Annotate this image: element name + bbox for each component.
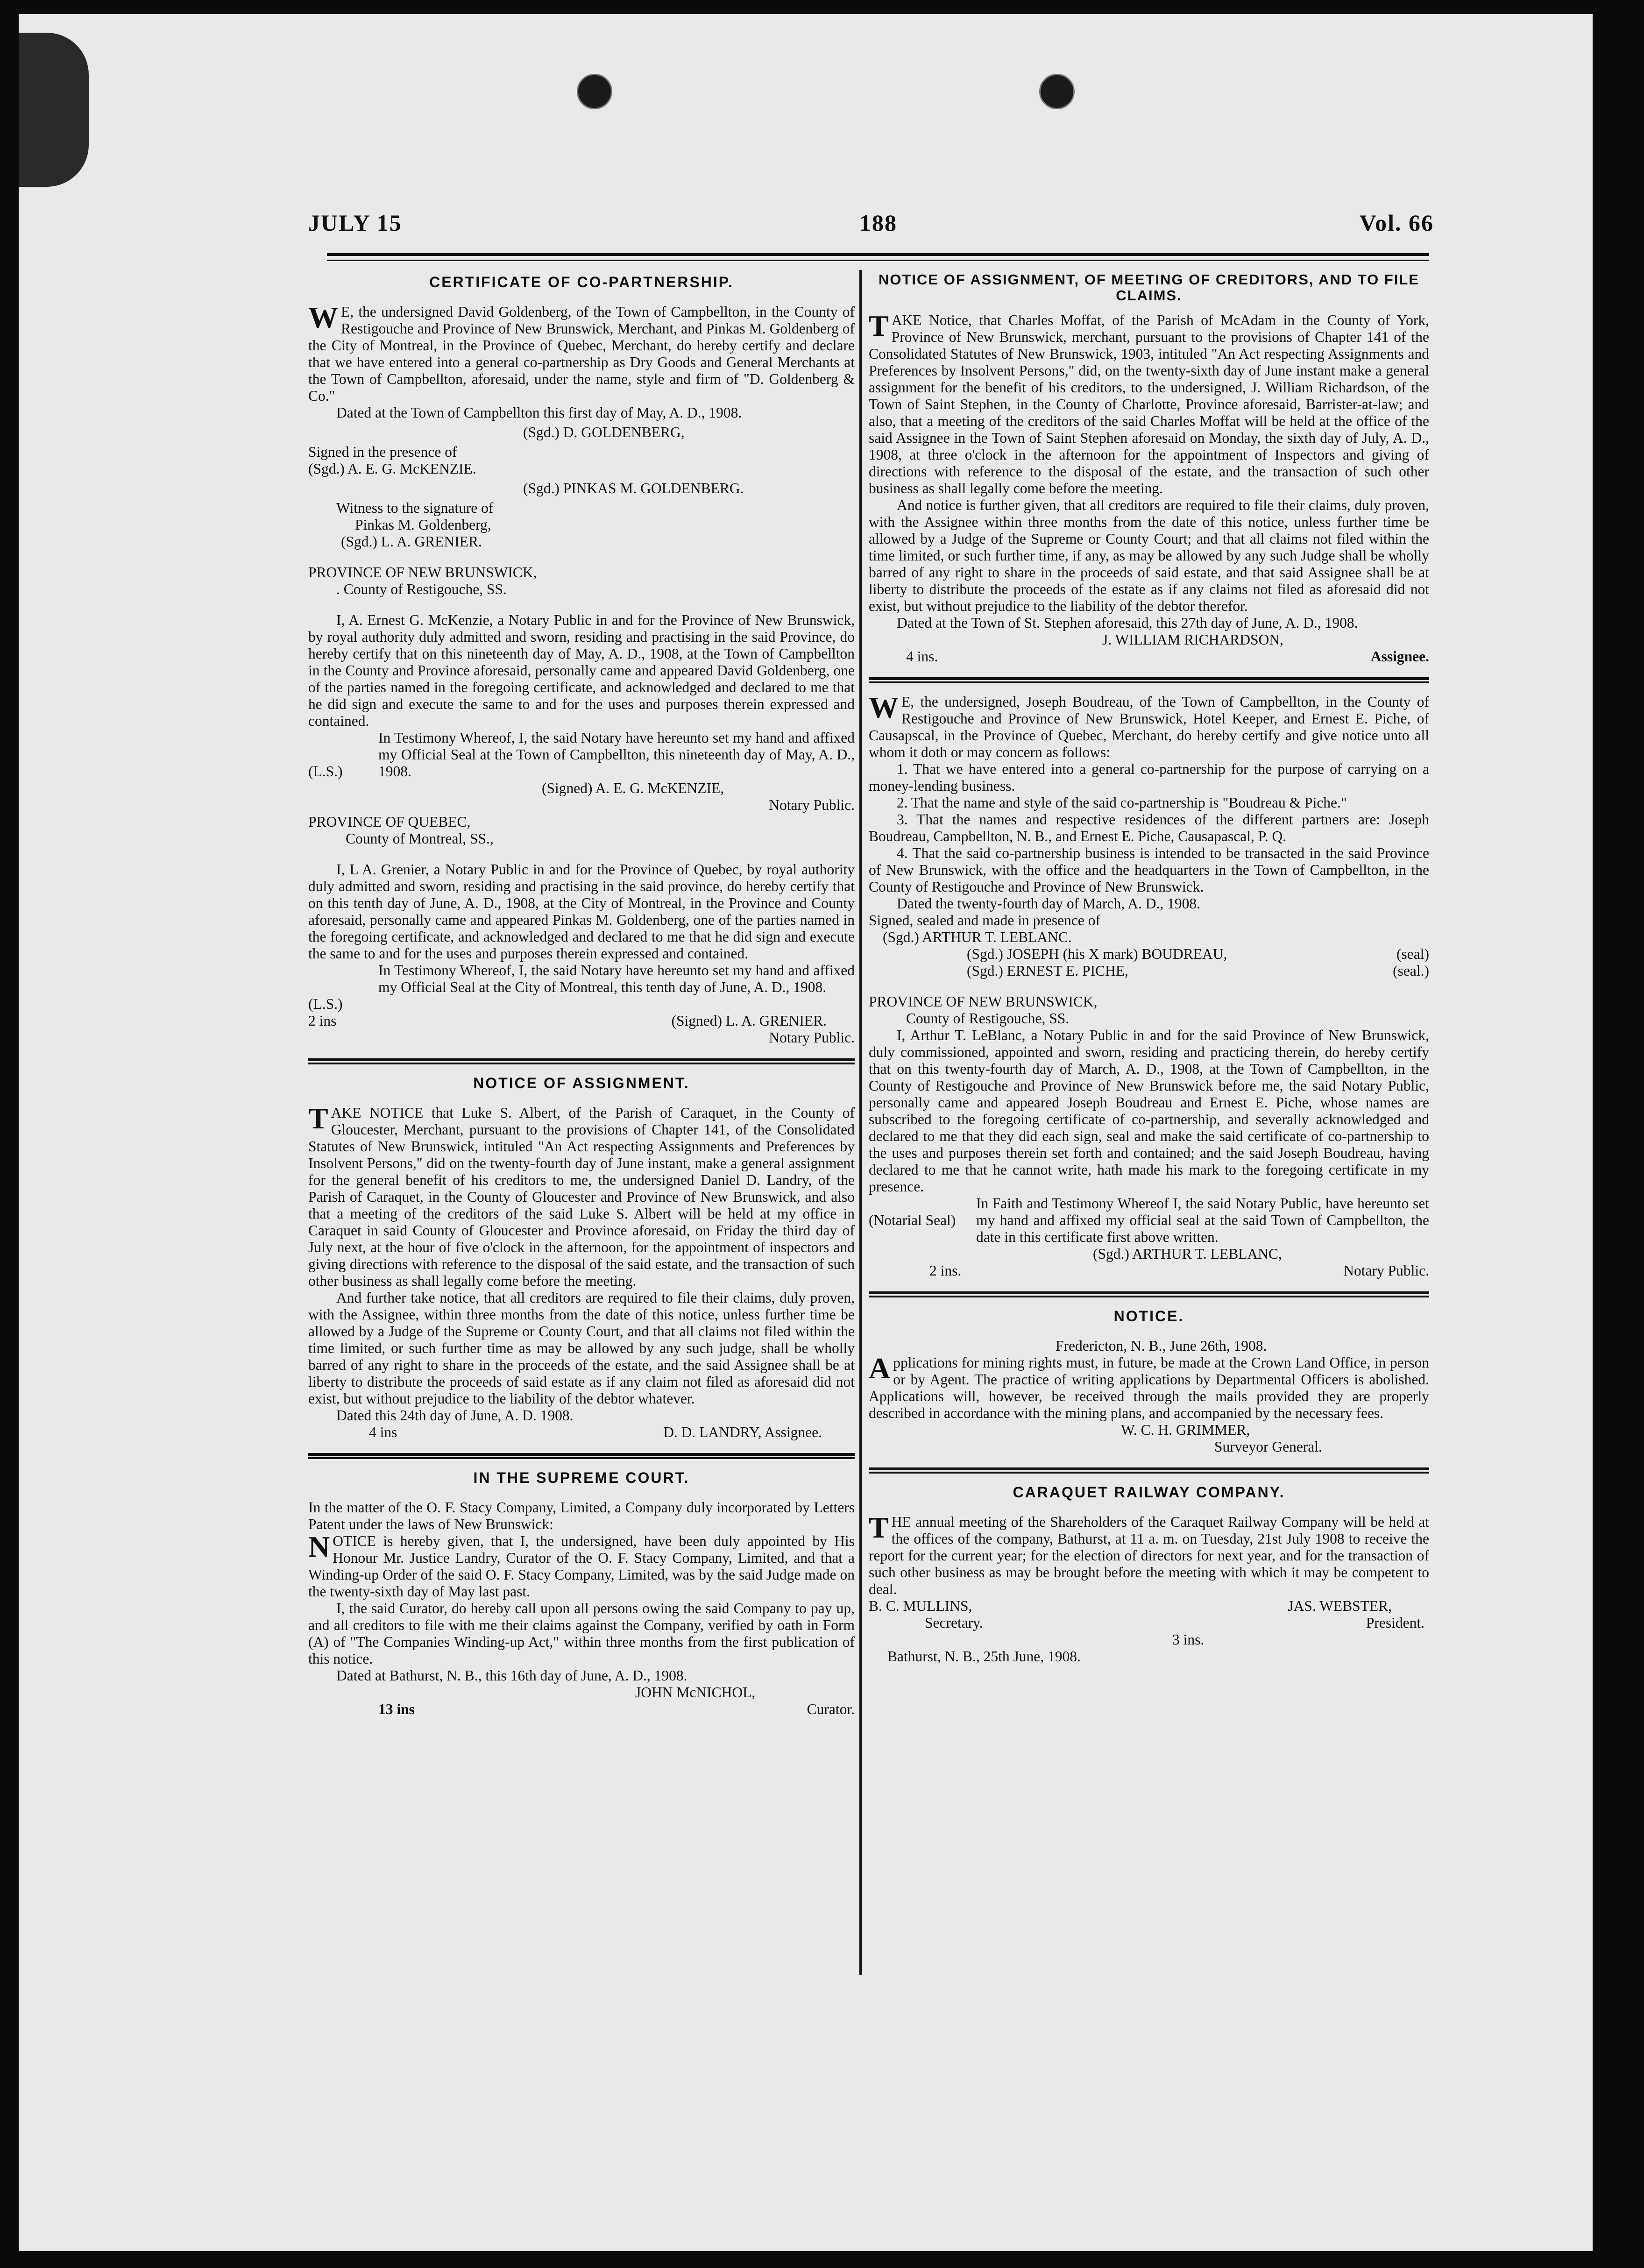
boudreau-testimony: In Faith and Testimony Whereof I, the said Notary Public, have hereunto set my hand and affixed my official seal at the said Town of Campbellton, the date in this certificate first above written. (976, 1195, 1429, 1245)
header-rule-thick (327, 253, 1429, 256)
cert-sig2: (Sgd.) PINKAS M. GOLDENBERG. (523, 480, 744, 496)
court-dated: Dated at Bathurst, N. B., this 16th day of June, A. D., 1908. (336, 1667, 687, 1684)
boudreau-county: County of Restigouche, SS. (906, 1010, 1070, 1027)
cert-county2: County of Montreal, SS., (346, 830, 494, 847)
boudreau-item3: 3. That the names and respective residences of the different partners are: Joseph Boudreau, Campbellton, N. B., and Ernest E. Piche, Causapascal, P. Q. (869, 811, 1429, 844)
cert-ins: 2 ins (308, 1013, 337, 1029)
court-title: IN THE SUPREME COURT. (473, 1469, 690, 1486)
boudreau-item1: 1. That we have entered into a general co-partnership for the purpose of carrying on a money-lending business. (869, 761, 1429, 794)
thumb-shadow (19, 33, 89, 187)
cert-testimony2: In Testimony Whereof, I, the said Notary have hereunto set my hand and affixed my Official Seal at the City of Montreal, this tenth day of June, A. D., 1908. (378, 962, 855, 995)
cert-notary2: I, L A. Grenier, a Notary Public in and for the Province of Quebec, by royal authority duly admitted and sworn, residing and practising in the said province, do hereby certify that on this tenth day of June, A. D., 1908, at the City of Montreal, in the Province and County aforesaid, personally came and appeared Pinkas M. Goldenberg, one of the parties named in the foregoing certificate, and acknowledged and declared to me that he did sign and execute the same to and for the uses and purposes therein expressed and contained. (308, 861, 855, 962)
creditors-sig: J. WILLIAM RICHARDSON, (1102, 631, 1283, 648)
boudreau-witness: (Sgd.) ARTHUR T. LEBLANC. (883, 929, 1072, 945)
notarial-seal: (Notarial Seal) (869, 1212, 956, 1228)
boudreau-np: Notary Public. (1343, 1262, 1429, 1279)
creditors-body2: And notice is further given, that all creditors are required to file their claims, duly proven, with the Assignee within three months from the date of this notice, unless further time be allowed by a Judge of the Supreme or County Court; and that all claims not filed within the time limited, or such further time, if any, as may be allowed by any such Judge shall be wholly barred of any right to share in the proceeds of said estate, and that said Assignee shall be at liberty to distribute the proceeds of the estate as if any claims not filed as aforesaid did not exist, but without prejudice to the liability of the debtor therefor. (869, 497, 1429, 614)
creditors-dated: Dated at the Town of St. Stephen aforesaid, this 27th day of June, A. D., 1908. (897, 615, 1358, 631)
court-signoff (308, 1701, 855, 1718)
boudreau-signed: Signed, sealed and made in presence of (869, 912, 1100, 928)
creditors-title: NOTICE OF ASSIGNMENT, OF MEETING OF CREDITORS, AND TO FILE CLAIMS. (879, 271, 1419, 304)
boudreau-ins: 2 ins. (929, 1262, 962, 1279)
railway-pres-role: President. (1366, 1615, 1424, 1631)
seal-ls2: (L.S.) (308, 996, 343, 1012)
cert-signed2: (Signed) L. A. GRENIER. (671, 1013, 827, 1029)
left-column (308, 270, 855, 1718)
boudreau-sig1: (Sgd.) JOSEPH (his X mark) BOUDREAU, (967, 946, 1227, 962)
railway-signoff-2 (869, 1615, 1429, 1631)
assign-signoff (308, 1424, 855, 1441)
railway-body: THE annual meeting of the Shareholders of the Caraquet Railway Company will be held at the offices of the company, Bathurst, at 11 a. m. on Tuesday, 21st July 1908 to receive the report for the current year; for the election of directors for next year, and for the transaction of such other business as may be brought before the meeting with which it may be competent to deal. (869, 1511, 1429, 1597)
cert-witness1: (Sgd.) A. E. G. McKENZIE. (308, 461, 476, 477)
cert-presence: Signed in the presence of (308, 444, 457, 460)
railway-sec-role: Secretary. (925, 1615, 983, 1631)
cert-notary1: I, A. Ernest G. McKenzie, a Notary Public in and for the Province of New Brunswick, by royal authority duly admitted and sworn, residing and practising in the said Province, do hereby certify that on this nineteenth day of May, A. D., 1908, at the Town of Campbellton in the County and Province aforesaid, personally came and appeared David Goldenberg, one of the parties named in the foregoing certificate, and acknowledged and declared to me that he did sign and execute the same to and for the uses and purposes therein expressed and contained. (308, 612, 855, 729)
cert-seal1 (308, 730, 855, 780)
railway-sec-name: B. C. MULLINS, (869, 1598, 972, 1614)
boudreau-sig2: (Sgd.) ERNEST E. PICHE, (967, 963, 1128, 979)
boudreau-sig1-row (869, 946, 1429, 963)
section-rule (869, 677, 1429, 681)
boudreau-item2: 2. That the name and style of the said co-partnership is "Boudreau & Piche." (897, 794, 1347, 811)
boudreau-seal (869, 1195, 1429, 1246)
creditors-ins: 4 ins. (906, 648, 938, 665)
boudreau-dated: Dated the twenty-fourth day of March, A. D., 1908. (897, 895, 1200, 912)
court-body1: NOTICE is hereby given, that I, the undersigned, have been duly appointed by His Honour Mr. Justice Landry, Curator of the O. F. Stacy Company, Limited, and that a Winding-up Order of the said O. F. Stacy Company, Limited, was by the said Judge made on the twenty-sixth day of May last past. (308, 1530, 855, 1600)
boudreau-item4: 4. That the said co-partnership business is intended to be transacted in the said Province of New Brunswick, with the office and the headquarters in the Town of Campbellton, in the County of Restigouche and Province of New Brunswick. (869, 845, 1429, 895)
cert-province2: PROVINCE OF QUEBEC, (308, 814, 471, 830)
header-rule-thin (327, 260, 1429, 261)
cert-dated: Dated at the Town of Campbellton this first day of May, A. D., 1908. (336, 404, 742, 421)
section-rule (869, 1291, 1429, 1296)
notice-sig: W. C. H. GRIMMER, (1121, 1422, 1250, 1438)
court-role: Curator. (807, 1701, 855, 1717)
assign-title: NOTICE OF ASSIGNMENT. (473, 1075, 690, 1091)
seal-ls1: (L.S.) (308, 763, 343, 780)
boudreau-notary: I, Arthur T. LeBlanc, a Notary Public in and for the said Province of New Brunswick, duly commissioned, appointed and sworn, residing and practicing therein, do hereby certify that on this twenty-fourth day of March, A. D., 1908, at the Town of Campbellton, in the County of Restigouche and Province of New Brunswick before me, the said Notary Public, personally came and appeared Joseph Boudreau and Ernest E. Piche, whose names are subscribed to the foregoing certificate of co-partnership, and severally acknowledged and declared to me that they did each sign, seal and make the said certificate of co-partnership to the uses and purposes therein set forth and contained; and the said Joseph Boudreau, having declared to me that he cannot write, hath made his mark to the foregoing certificate in my presence. (869, 1027, 1429, 1195)
creditors-signoff (869, 648, 1429, 665)
notice-title: NOTICE. (1113, 1308, 1184, 1325)
notice-role: Surveyor General. (1214, 1439, 1322, 1455)
punch-hole-left (577, 74, 612, 109)
cert-signed1: (Signed) A. E. G. McKENZIE, (542, 780, 724, 796)
boudreau-body: WE, the undersigned, Joseph Boudreau, of the Town of Campbellton, in the County of Restigouche and Province of New Brunswick, Hotel Keeper, and Ernest E. Piche, of Causapscal, in the Province of Quebec, Merchant, do hereby certify and give notice unto all whom it doth or may concern as follows: (869, 691, 1429, 760)
railway-signoff-1 (869, 1598, 1429, 1615)
boudreau-seal1: (seal) (1396, 946, 1429, 962)
cert-signoff (308, 1013, 855, 1029)
creditors-body1: TAKE Notice, that Charles Moffat, of the Parish of McAdam in the County of York, Province of New Brunswick, merchant, pursuant to the provisions of Chapter 141 of the Consolidated Statutes of New Brunswick, 1903, intituled "An Act respecting Assignments and Preferences by Insolvent Persons," did, on the twenty-sixth day of June instant make a general assignment for the benefit of his creditors, to the undersigned, J. William Richardson, of the Town of Saint Stephen, in the County of Charlotte, Province aforesaid, Barrister-at-law; and also, that a meeting of the creditors of the said Charles Moffat will be held at the office of the said Assignee in the Town of Saint Stephen aforesaid on Monday, the sixth day of July, A. D., 1908, at three o'clock in the afternoon for the appointment of Inspectors and giving of directions with reference to the disposal of the estate, and the transaction of such other business as shall legally come before the meeting. (869, 309, 1429, 496)
court-body2: I, the said Curator, do hereby call upon all persons owing the said Company to pay up, and all creditors to file with me their claims against the Company, verified by oath in Form (A) of "The Companies Winding-up Act," within three months from the first publication of this notice. (308, 1600, 855, 1667)
cert-title: CERTIFICATE OF CO-PARTNERSHIP. (429, 274, 734, 291)
cert-seal2 (308, 962, 855, 1013)
cert-notary-public2: Notary Public. (769, 1029, 855, 1046)
running-header (308, 209, 1434, 242)
boudreau-sig3: (Sgd.) ARTHUR T. LEBLANC, (1093, 1246, 1282, 1262)
cert-notary-public1: Notary Public. (769, 797, 855, 813)
section-rule (308, 1453, 855, 1457)
cert-body: WE, the undersigned David Goldenberg, of the Town of Campbellton, in the County of Restigouche and Province of New Brunswick, Merchant, and Pinkas M. Goldenberg of the City of Montreal, in the Province of Quebec, Merchant, do hereby certify and declare that we have entered into a general co-partnership as Dry Goods and General Merchants at the Town of Campbellton, aforesaid, under the name, style and firm of "D. Goldenberg & Co." (308, 301, 855, 404)
cert-province1: PROVINCE OF NEW BRUNSWICK, (308, 564, 537, 581)
cert-witness-line2: Pinkas M. Goldenberg, (355, 517, 491, 533)
cert-witness2: (Sgd.) L. A. GRENIER. (341, 533, 482, 550)
railway-ins: 3 ins. (1172, 1631, 1205, 1648)
header-date: JULY 15 (308, 210, 402, 236)
section-rule (869, 1467, 1429, 1472)
column-divider (859, 270, 862, 1975)
creditors-role: Assignee. (1370, 648, 1429, 665)
cert-county1: . County of Restigouche, SS. (336, 581, 507, 597)
punch-hole-right (1039, 74, 1075, 109)
cert-testimony1: In Testimony Whereof, I, the said Notary have hereunto set my hand and affixed my Official Seal at the Town of Campbellton, this nineteenth day of May, A. D., 1908. (378, 730, 855, 780)
assign-body1: TAKE NOTICE that Luke S. Albert, of the Parish of Caraquet, in the County of Gloucester, Merchant, pursuant to the provisions of Chapter 141, of the Consolidated Statutes of New Brunswick, intituled "An Act respecting Assignments and Preferences by Insolvent Persons," did on the twenty-fourth day of June instant, make a general assignment for the general benefit of his creditors to me, the undersigned Daniel D. Landry, of the Parish of Caraquet, in the County of Gloucester and Province of New Brunswick, and also that a meeting of the creditors of the said Luke S. Albert will be held at my office in Caraquet in said County of Gloucester and Province aforesaid, on Friday the third day of July next, at the hour of five o'clock in the afternoon, for the appointment of inspectors and giving directions with reference to the disposal of the said estate, and the transaction of such other business as shall legally come before the meeting. (308, 1102, 855, 1289)
assign-sig: D. D. LANDRY, Assignee. (663, 1424, 822, 1440)
court-matter: In the matter of the O. F. Stacy Company, Limited, a Company duly incorporated by Letters Patent under the laws of New Brunswick: (308, 1499, 855, 1532)
cert-witness-line1: Witness to the signature of (336, 500, 494, 516)
railway-place: Bathurst, N. B., 25th June, 1908. (887, 1648, 1081, 1665)
notice-body: Applications for mining rights must, in future, be made at the Crown Land Office, in person or by Agent. The practice of writing applications by Departmental Officers is abolished. Applications will, however, be received through the mails provided they are properly described in accordance with the mining plans, and accompanied by the necessary fees. (869, 1352, 1429, 1421)
page-number: 188 (859, 210, 897, 236)
right-column (869, 270, 1429, 1665)
boudreau-province: PROVINCE OF NEW BRUNSWICK, (869, 993, 1098, 1010)
boudreau-sig2-row (869, 963, 1429, 979)
gazette-page (19, 14, 1593, 2251)
railway-title: CARAQUET RAILWAY COMPANY. (1013, 1484, 1285, 1501)
court-sig: JOHN McNICHOL, (635, 1684, 756, 1701)
railway-pres-name: JAS. WEBSTER, (1288, 1598, 1392, 1614)
volume-number: Vol. 66 (1359, 210, 1434, 236)
boudreau-seal2: (seal.) (1393, 963, 1429, 979)
notice-date: Fredericton, N. B., June 26th, 1908. (1056, 1338, 1267, 1354)
boudreau-signoff (869, 1262, 1429, 1279)
cert-sig1: (Sgd.) D. GOLDENBERG, (523, 424, 685, 440)
assign-ins: 4 ins (369, 1424, 397, 1440)
section-rule (308, 1058, 855, 1063)
assign-dated: Dated this 24th day of June, A. D. 1908. (336, 1407, 574, 1424)
assign-body2: And further take notice, that all creditors are required to file their claims, duly proven, with the Assignee, within three months from the date of this notice, unless further time be allowed by a Judge of the Supreme or County Court, and that all claims not filed within the time limited, or such further time as may be allowed by any such judge, shall be wholly barred of any right to share in the proceeds of the estate, and the said Assignee shall be at liberty to distribute the proceeds of said estate as if any claim not filed as aforesaid did not exist, but without prejudice to the liability of the debtor whatever. (308, 1290, 855, 1407)
court-ins: 13 ins (378, 1701, 415, 1717)
